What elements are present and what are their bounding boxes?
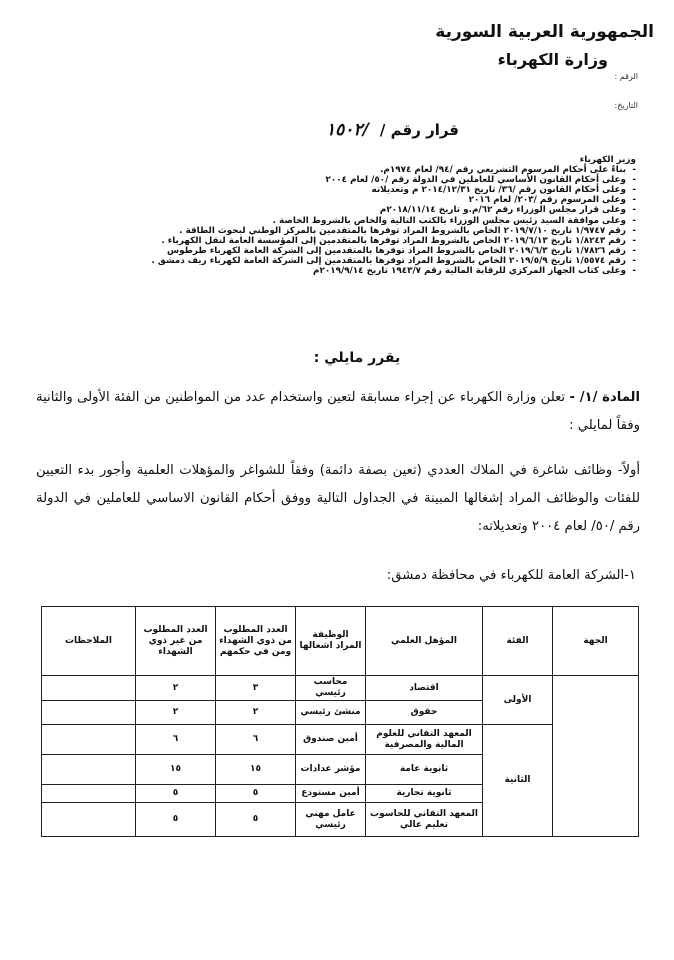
notes-cell	[42, 701, 136, 725]
qualification-cell: ثانوية تجارية	[366, 785, 483, 803]
number-label: الرقم :	[614, 72, 638, 81]
category-cell: الأولى	[483, 676, 553, 725]
entity-cell	[553, 676, 639, 837]
notes-cell	[42, 785, 136, 803]
notes-cell	[42, 803, 136, 837]
martyrs-count-cell: ٣	[216, 676, 296, 701]
job-cell: مؤشر عدادات	[296, 755, 366, 785]
header-job: الوظيفة المراد اشغالها	[296, 607, 366, 676]
category-cell: الثانية	[483, 725, 553, 837]
recital-item: - وعلى موافقة السيد رئيس مجلس الوزراء بالكتب التالية والخاص بالشروط الخاصة .	[272, 215, 636, 226]
header-qualification: المؤهل العلمي	[366, 607, 483, 676]
martyrs-count-cell: ٥	[216, 803, 296, 837]
recital-item: - وعلى أحكام القانون الأساسي للعاملين في الدولة رقم /٥٠/ لعام ٢٠٠٤	[325, 175, 636, 186]
vacancies-table	[41, 606, 639, 837]
martyrs-count-cell: ٥	[216, 785, 296, 803]
non-martyrs-count-cell: ٢	[136, 676, 216, 701]
qualification-cell: ثانوية عامة	[366, 755, 483, 785]
table-row	[42, 725, 639, 755]
table-row	[42, 676, 639, 701]
recital-item: - رقم ١/٥٥٧٤ تاريخ ٢٠١٩/٥/٩ الخاص بالشروط المراد توفرها بالمتقدمين إلى الشركة العامة لكهرباء ريف دمشق .	[151, 255, 636, 266]
qualification-cell: المعهد التقاني للحاسوب تعليم عالي	[366, 803, 483, 837]
company-heading: ١-الشركة العامة للكهرباء في محافظة دمشق:	[386, 568, 636, 583]
martyrs-count-cell: ١٥	[216, 755, 296, 785]
martyrs-count-cell: ٢	[216, 701, 296, 725]
notes-cell	[42, 725, 136, 755]
date-label: التاريخ:	[614, 101, 638, 110]
qualification-cell: اقتصاد	[366, 676, 483, 701]
recitals-list	[56, 155, 636, 276]
table-header-row	[42, 607, 639, 676]
decides-heading: يقرر مايلي :	[313, 350, 401, 366]
non-martyrs-count-cell: ٥	[136, 803, 216, 837]
martyrs-count-cell: ٦	[216, 725, 296, 755]
decision-title	[326, 120, 459, 140]
article-1-text: تعلن وزارة الكهرباء عن إجراء مسابقة لتعين واستخدام عدد من المواطنين من الفئة الأولى والثانية وفقاً لمايلي :	[36, 390, 640, 433]
recital-item: - وعلى قرار مجلس الوزراء رقم ٦٢/م.و تاريخ ٢٠١٨/١١/١٤م	[379, 205, 636, 216]
article-1-label: المادة /١/ -	[569, 390, 641, 405]
job-cell: منشئ رئيسي	[296, 701, 366, 725]
decision-number: /١٥٠٢	[325, 120, 369, 140]
recital-item: - وعلى أحكام القانون رقم /٣٦/ تاريخ ٢٠١٤/١٢/٣١ م وتعديلاته	[371, 185, 636, 196]
header-notes: الملاحظات	[42, 607, 136, 676]
notes-cell	[42, 755, 136, 785]
header-non-martyrs: العدد المطلوب من غير ذوي الشهداء	[136, 607, 216, 676]
non-martyrs-count-cell: ٦	[136, 725, 216, 755]
header-entity: الجهة	[553, 607, 639, 676]
non-martyrs-count-cell: ٥	[136, 785, 216, 803]
ministry-header: وزارة الكهرباء	[497, 50, 608, 69]
header-category: الفئة	[483, 607, 553, 676]
article-1	[36, 384, 640, 440]
header-martyrs: العدد المطلوب من ذوي الشهداء ومن في حكمهم	[216, 607, 296, 676]
notes-cell	[42, 676, 136, 701]
job-cell: محاسب رئيسي	[296, 676, 366, 701]
job-cell: عامل مهني رئيسي	[296, 803, 366, 837]
job-cell: أمين صندوق	[296, 725, 366, 755]
recital-item: - رقم ١/٧٨٢٦ تاريخ ٢٠١٩/٦/٣ الخاص بالشروط المراد توفرها بالمتقدمين إلى الشركة العامة لكهرباء طرطوس	[166, 245, 636, 256]
recital-item: - رقم ١/٩٧٤٧ تاريخ ٢٠١٩/٧/١٠ الخاص بالشروط المراد توفرها بالمتقدمين بالمركز الوطني لبحوث الطاقة .	[179, 225, 636, 236]
non-martyrs-count-cell: ١٥	[136, 755, 216, 785]
qualification-cell: حقوق	[366, 701, 483, 725]
republic-header: الجمهورية العربية السورية	[435, 22, 654, 42]
recital-item: - وعلى المرسوم رقم /٢٠٣/ لعام ٢٠١٦	[468, 195, 636, 206]
recital-item: - بناءً على أحكام المرسوم التشريعي رقم /٩٤/ لعام ١٩٧٤م.	[380, 165, 636, 176]
recital-item: - وعلى كتاب الجهاز المركزي للرقابة المالية رقم ١٩٤٣/٧ تاريخ ٢٠١٩/٩/١٤م	[313, 266, 636, 277]
recital-item: وزير الكهرباء	[579, 155, 636, 165]
recital-item: - رقم ١/٨٢٤٣ تاريخ ٢٠١٩/٦/١٣ الخاص بالشروط المراد توفرها بالمتقدمين إلى المؤسسة العامة لنقل الكهرباء .	[161, 235, 636, 246]
first-section-text: أولاً- وظائف شاغرة في الملاك العددي (تعين بصفة دائمة) وفقاً للشواغر والمؤهلات العلمية وأجور بدء التعيين للفئات والوظائف المراد إشغالها المبينة في الجداول التالية ووفق أحكام القانون الاساسي للعاملين في الدولة رقم /٥٠/ لعام ٢٠٠٤ وتعديلاته:	[36, 463, 640, 534]
non-martyrs-count-cell: ٢	[136, 701, 216, 725]
job-cell: أمين مستودع	[296, 785, 366, 803]
qualification-cell: المعهد التقاني للعلوم المالية والمصرفية	[366, 725, 483, 755]
decision-label: قرار رقم /	[379, 121, 459, 139]
